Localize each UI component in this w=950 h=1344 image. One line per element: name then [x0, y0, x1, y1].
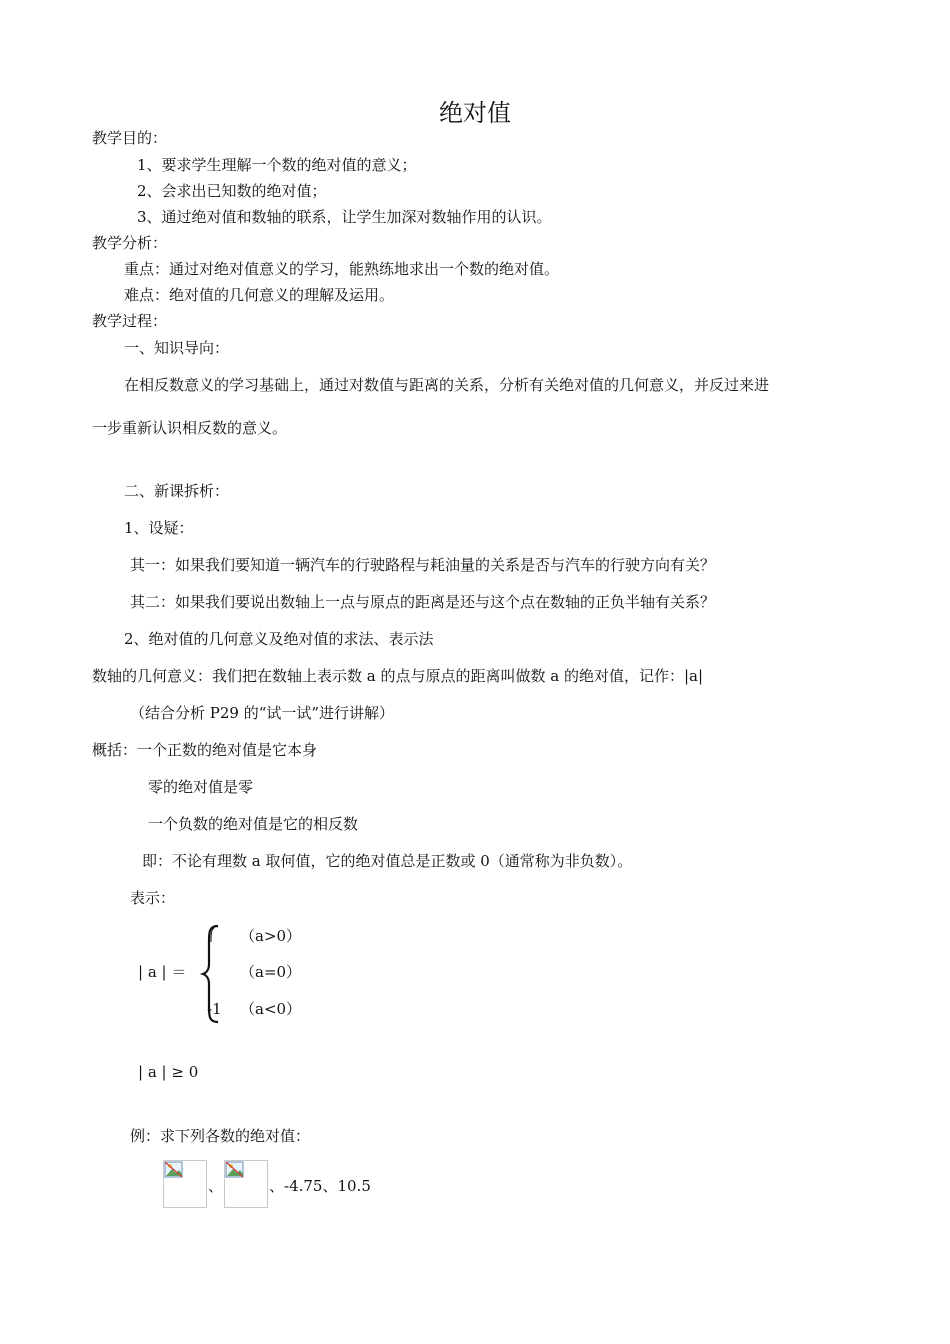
definition: 数轴的几何意义：我们把在数轴上表示数 a 的点与原点的距离叫做数 a 的绝对值，记作：|a|: [92, 667, 704, 685]
summary-positive: 概括：一个正数的绝对值是它本身: [92, 741, 318, 759]
question-1: 其一：如果我们要知道一辆汽车的行驶路程与耗油量的关系是否与汽车的行驶方向有关？: [130, 556, 716, 574]
page-title: 绝对值: [439, 99, 511, 127]
broken-image-icon: [225, 1161, 245, 1179]
summary-negative: 一个负数的绝对值是它的相反数: [148, 815, 359, 833]
goal-item-2: 2、会求出已知数的绝对值；: [137, 182, 327, 200]
image-placeholder-1: [163, 1160, 207, 1208]
formula-case-zero: （a=0）: [240, 963, 302, 981]
summary-zero: 零的绝对值是零: [148, 778, 254, 796]
definition-note: （结合分析 P29 的“试一试”进行讲解）: [130, 704, 395, 722]
question-2: 其二：如果我们要说出数轴上一点与原点的距离是还与这个点在数轴的正负半轴有关系？: [130, 593, 716, 611]
analysis-difficulty: 难点：绝对值的几何意义的理解及运用。: [124, 286, 395, 304]
formula-case-negative: （a<0）: [240, 1000, 302, 1018]
goals-heading: 教学目的：: [92, 129, 168, 147]
conclusion: 即：不论有理数 a 取何值，它的绝对值总是正数或 0（通常称为非负数）。: [142, 852, 633, 870]
part1-paragraph-line2: 一步重新认识相反数的意义。: [92, 419, 288, 437]
process-heading: 教学过程：: [92, 312, 168, 330]
broken-image-icon: [164, 1161, 184, 1179]
formula-lhs: | a | ＝: [138, 963, 187, 981]
representation-heading: 表示：: [130, 889, 176, 907]
formula-case-negative-coefficient: -1: [207, 1000, 222, 1018]
part2-heading: 二、新课拆析：: [124, 482, 230, 500]
inequality: | a | ≥ 0: [138, 1063, 199, 1081]
example-separator: 、: [208, 1177, 224, 1195]
question-heading: 1、设疑：: [124, 519, 194, 537]
analysis-key-point: 重点：通过对绝对值意义的学习，能熟练地求出一个数的绝对值。: [124, 260, 560, 278]
example-heading: 例：求下列各数的绝对值：: [130, 1127, 311, 1145]
goal-item-3: 3、通过绝对值和数轴的联系，让学生加深对数轴作用的认识。: [137, 208, 552, 226]
part1-paragraph-line1: 在相反数意义的学习基础上，通过对数值与距离的关系，分析有关绝对值的几何意义，并反过来进: [124, 376, 770, 394]
analysis-heading: 教学分析：: [92, 234, 168, 252]
example-values: 、-4.75、10.5: [269, 1177, 371, 1195]
formula-case-positive: （a>0）: [240, 927, 302, 945]
goal-item-1: 1、要求学生理解一个数的绝对值的意义；: [137, 156, 417, 174]
image-placeholder-2: [224, 1160, 268, 1208]
part1-heading: 一、知识导向：: [124, 339, 230, 357]
section2-heading: 2、绝对值的几何意义及绝对值的求法、表示法: [124, 630, 434, 648]
